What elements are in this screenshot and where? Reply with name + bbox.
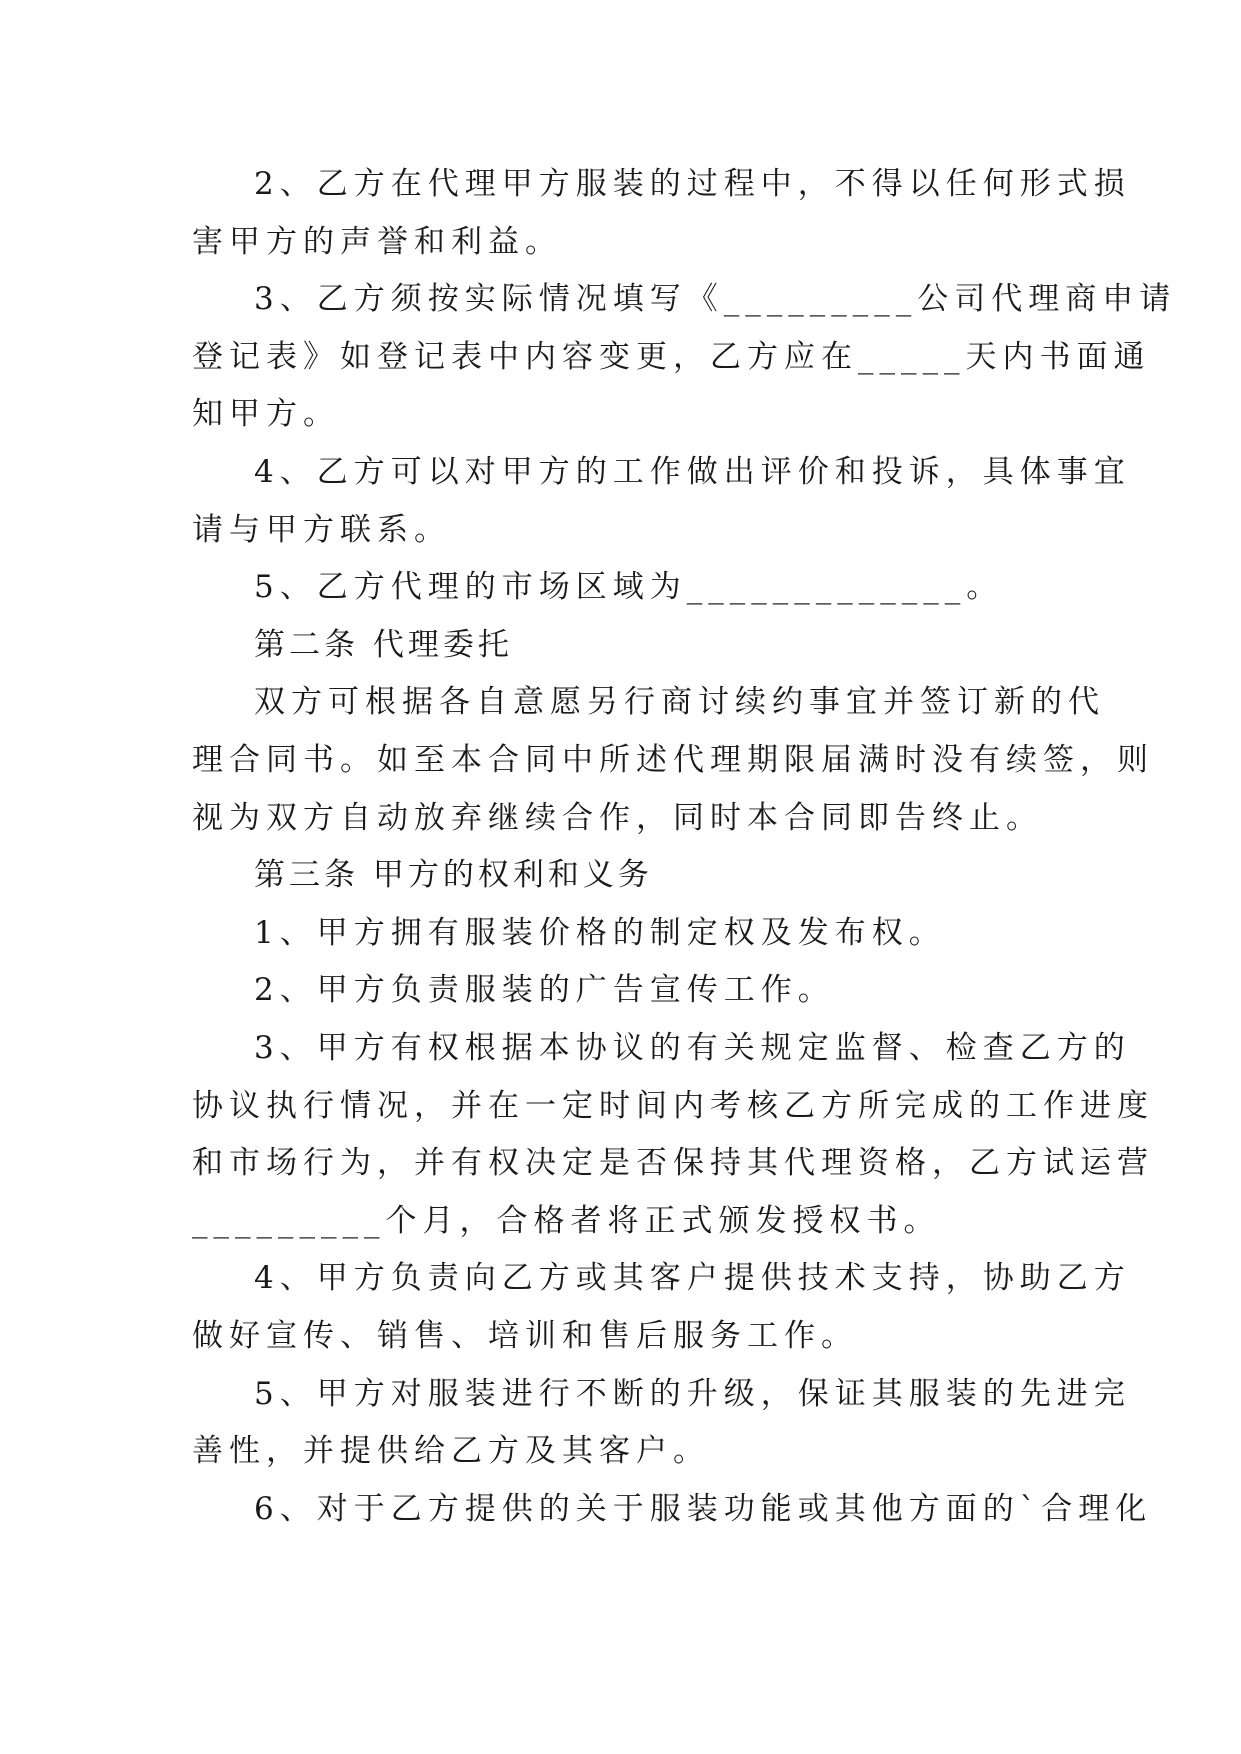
section-heading-article-3: 第三条 甲方的权利和义务 xyxy=(254,857,653,893)
clause-2-line-2: 害甲方的声誉和利益。 xyxy=(192,224,562,260)
clause-5-line-1: 5、乙方代理的市场区域为_____________。 xyxy=(254,569,1004,605)
clause-4-line-2: 请与甲方联系。 xyxy=(192,512,451,548)
clause-3-line-3: 知甲方。 xyxy=(192,396,340,432)
article-3-item-5-line-2: 善性，并提供给乙方及其客户。 xyxy=(192,1433,710,1469)
article-3-item-4-line-1: 4、甲方负责向乙方或其客户提供技术支持，协助乙方 xyxy=(254,1260,1131,1296)
article-3-item-1: 1、甲方拥有服装价格的制定权及发布权。 xyxy=(254,915,946,951)
clause-3-line-2: 登记表》如登记表中内容变更，乙方应在_____天内书面通 xyxy=(192,339,1151,375)
section-heading-article-2: 第二条 代理委托 xyxy=(254,627,513,663)
article-2-paragraph-line-3: 视为双方自动放弃继续合作，同时本合同即告终止。 xyxy=(192,800,1043,836)
article-3-item-3-line-1: 3、甲方有权根据本协议的有关规定监督、检查乙方的 xyxy=(254,1030,1131,1066)
article-3-item-5-line-1: 5、甲方对服装进行不断的升级，保证其服装的先进完 xyxy=(254,1376,1131,1412)
article-3-item-3-line-3: 和市场行为，并有权决定是否保持其代理资格，乙方试运营 xyxy=(192,1145,1154,1181)
article-2-paragraph-line-2: 理合同书。如至本合同中所述代理期限届满时没有续签，则 xyxy=(192,742,1154,778)
article-2-paragraph-line-1: 双方可根据各自意愿另行商讨续约事宜并签订新的代 xyxy=(254,684,1105,720)
clause-3-line-1: 3、乙方须按实际情况填写《_________公司代理商申请 xyxy=(254,281,1177,317)
article-3-item-4-line-2: 做好宣传、销售、培训和售后服务工作。 xyxy=(192,1318,858,1354)
clause-2-line-1: 2、乙方在代理甲方服装的过程中，不得以任何形式损 xyxy=(254,166,1131,202)
article-3-item-3-line-2: 协议执行情况，并在一定时间内考核乙方所完成的工作进度 xyxy=(192,1088,1154,1124)
article-3-item-3-line-4: _________个月，合格者将正式颁发授权书。 xyxy=(192,1203,941,1239)
article-3-item-6-line-1: 6、对于乙方提供的关于服装功能或其他方面的`合理化 xyxy=(254,1491,1153,1527)
article-3-item-2: 2、甲方负责服装的广告宣传工作。 xyxy=(254,972,835,1008)
clause-4-line-1: 4、乙方可以对甲方的工作做出评价和投诉，具体事宜 xyxy=(254,454,1131,490)
